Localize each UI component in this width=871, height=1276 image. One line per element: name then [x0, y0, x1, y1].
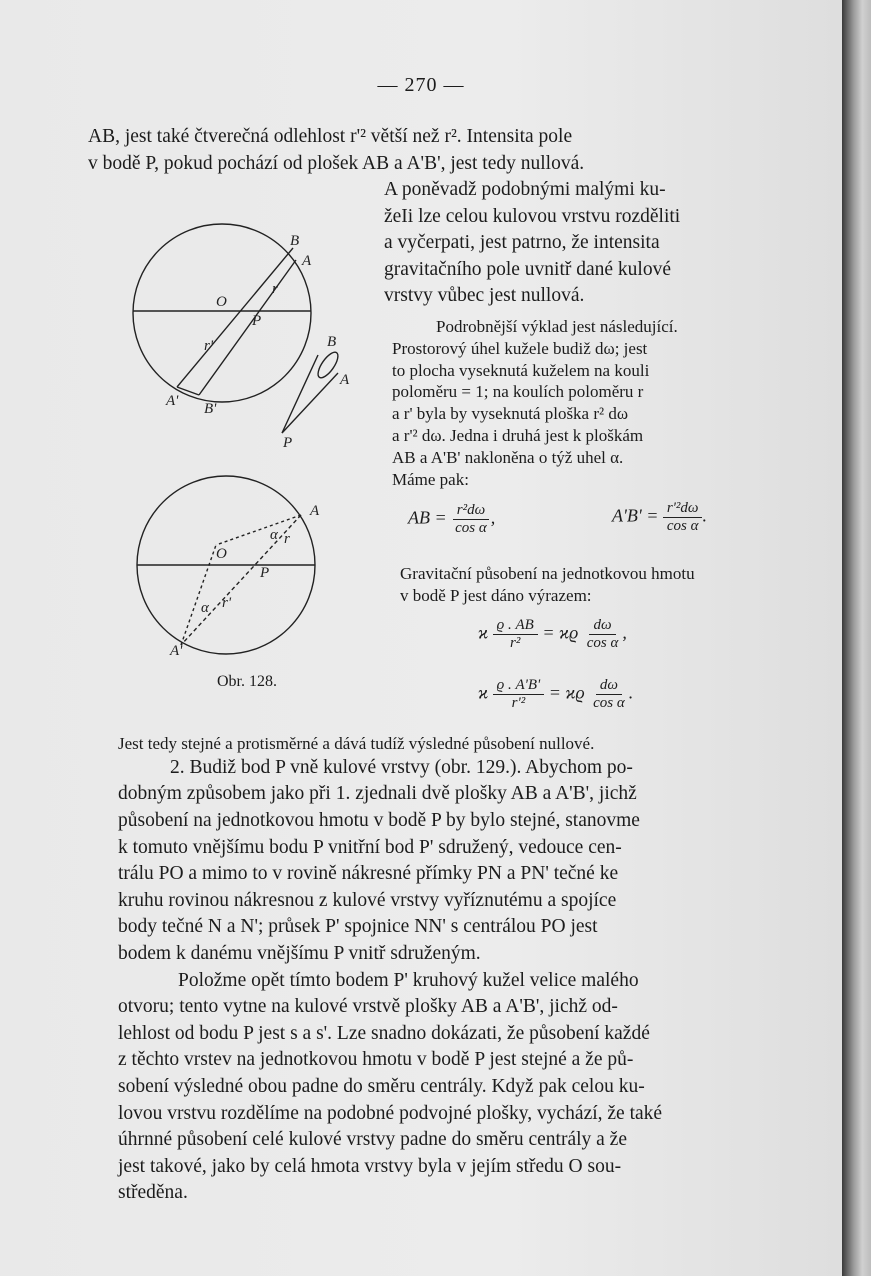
text-line: sobení výsledné obou padne do směru centrály. Když pak celou ku-: [118, 1075, 645, 1097]
text-line: AB, jest také čtverečná odlehlost r'² větší než r². Intensita pole: [88, 126, 573, 147]
dashed-chord: [181, 515, 301, 645]
fraction-denominator: cos α: [593, 695, 625, 711]
text-line: vrstvy vůbec jest nullová.: [384, 285, 585, 306]
label-alpha: α: [201, 600, 209, 616]
bottom-figure-labels: [169, 503, 320, 659]
equation-a-prime-b-prime: [612, 500, 707, 535]
text-line: a r'² dω. Jedna i druhá jest k ploškám: [392, 425, 644, 445]
equation-force-ab: [478, 617, 627, 652]
fraction: [493, 617, 538, 652]
fraction-numerator: dω: [596, 677, 622, 695]
text-line: úhrnné působení celé kulové vrstvy padne do směru centrály a že: [118, 1129, 627, 1151]
chord-a-a-prime: [199, 260, 296, 395]
right-paragraph-2: [392, 316, 764, 490]
text-line: Podrobnější výklad jest následující.: [436, 317, 678, 336]
label-r: r: [272, 281, 278, 297]
eq-terminator: .: [628, 682, 634, 703]
eq-equals: = ϰϱ: [548, 682, 585, 703]
label-r-prime: r': [222, 595, 232, 611]
text-line: v bodě P, pokud pochází od plošek AB a A'B', jest tedy nullová.: [88, 152, 585, 174]
top-circle: [133, 224, 311, 402]
fraction-numerator: r²dω: [453, 502, 489, 520]
fraction: [663, 500, 703, 535]
bottom-text: [118, 733, 776, 1207]
gravitation-text: [400, 563, 772, 607]
eq-equals: = ϰϱ: [542, 622, 579, 643]
right-paragraph-1: [384, 177, 764, 310]
fraction-numerator: r'²dω: [663, 500, 703, 518]
fraction-denominator: cos α: [666, 518, 699, 534]
eq-terminator: ,: [622, 622, 627, 643]
equation-ab: [408, 502, 495, 537]
label-o: O: [216, 294, 227, 310]
cone-base: [314, 349, 341, 380]
eq-lhs: A'B' =: [612, 505, 659, 526]
eq-separator: ,: [490, 507, 496, 528]
chord-b-b-prime: [177, 248, 293, 387]
text-line: otvoru; tento vytne na kulové vrstvě plošky AB a A'B', jichž od-: [118, 996, 618, 1018]
label-a-prime: A': [170, 643, 183, 659]
cone-label-p: P: [283, 435, 293, 451]
text-line: AB a A'B' nakloněna o týž uhel α.: [392, 447, 624, 467]
text-line: a vyčerpati, jest patrno, že intensita: [384, 232, 660, 253]
label-p: P: [252, 313, 262, 329]
fraction-denominator: r²: [510, 635, 521, 651]
fraction-denominator: cos α: [586, 635, 619, 651]
fraction-numerator: ϱ . AB: [493, 617, 538, 635]
cone-label-b: B: [327, 334, 337, 350]
fraction-denominator: cos α: [455, 520, 487, 536]
top-paragraph: [88, 124, 760, 177]
eq-kappa: ϰ: [478, 622, 489, 643]
fraction-numerator: dω: [589, 617, 615, 635]
eq-lhs: AB =: [408, 507, 447, 528]
text-line: bodem k danému vnějšímu P vnitř sdruženým.: [118, 942, 481, 964]
text-line: lovou vrstvu rozdělíme na podobné podvojné plošky, vychází, že také: [118, 1102, 663, 1124]
fraction-denominator: r'²: [511, 695, 526, 711]
figure-128-svg: [120, 215, 365, 675]
fraction-numerator: ϱ . A'B': [493, 677, 545, 695]
text-line: A poněvadž podobnými malými ku-: [384, 179, 666, 200]
text-line: Jest tedy stejné a protisměrné a dává tudíž výsledné působení nullové.: [118, 734, 595, 753]
figure-128: [120, 215, 365, 680]
text-line: k tomuto vnějšímu bodu P vnitřní bod P' sdružený, vedouce cen-: [118, 836, 622, 858]
text-line: Máme pak:: [392, 469, 469, 489]
text-line: gravitačního pole uvnitř dané kulové: [384, 258, 671, 280]
text-line: poloměru = 1; na koulích poloměru r: [392, 382, 644, 402]
label-alpha: α: [270, 527, 278, 543]
text-line: a r' byla by vyseknutá ploška r² dω: [392, 404, 629, 424]
text-line: jest takové, jako by celá hmota vrstvy byla v jejím středu O sou-: [118, 1155, 622, 1177]
text-line: lehlost od bodu P jest s a s'. Lze snadno dokázati, že působení každé: [118, 1022, 650, 1044]
text-line: žeIi lze celou kulovou vrstvu rozděliti: [384, 205, 681, 227]
fraction: [583, 617, 623, 652]
text-line: kruhu rovinou nákresnou z kulové vrstvy vyříznutému a spojíce: [118, 889, 617, 911]
eq-terminator: .: [702, 505, 707, 526]
fraction: [589, 677, 629, 712]
page-edge: [842, 0, 871, 1276]
label-o: O: [216, 546, 227, 562]
label-a: A: [302, 253, 312, 269]
dashed-radius-2: [181, 545, 216, 645]
text-line: Gravitační působení na jednotkovou hmotu: [400, 564, 695, 583]
text-line: v bodě P jest dáno výrazem:: [400, 585, 592, 605]
fraction: [493, 677, 545, 712]
label-a-prime: A': [166, 393, 179, 409]
label-p: P: [260, 565, 270, 581]
equation-force-a-prime-b-prime: [478, 677, 633, 712]
text-line: Položme opět tímto bodem P' kruhový kužel velice malého: [178, 969, 639, 991]
label-b-prime: B': [204, 401, 217, 417]
top-figure-labels: [165, 233, 312, 417]
cone-labels: [282, 334, 350, 451]
label-a: A: [310, 503, 320, 519]
label-b: B: [290, 233, 300, 249]
label-r-prime: r': [204, 338, 214, 354]
cone-label-a: A: [340, 372, 350, 388]
text-line: to plocha vyseknutá kuželem na kouli: [392, 360, 650, 380]
text-line: Prostorový úhel kužele budiž dω; jest: [392, 338, 648, 358]
text-line: středěna.: [118, 1182, 188, 1204]
label-r: r: [284, 531, 290, 547]
text-line: z těchto vrstev na jednotkovou hmotu v bodě P jest stejné a že pů-: [118, 1049, 634, 1071]
eq-kappa: ϰ: [478, 682, 489, 703]
text-line: trálu PO a mimo to v rovině nákresné přímky PN a PN' tečné ke: [118, 863, 619, 885]
text-line: 2. Budiž bod P vně kulové vrstvy (obr. 129.). Abychom po-: [170, 756, 633, 778]
page-number: — 270 —: [377, 74, 465, 96]
text-line: působení na jednotkovou hmotu v bodě P by bylo stejné, stanovme: [118, 809, 640, 831]
fraction: [451, 502, 491, 537]
figure-caption: Obr. 128.: [217, 673, 277, 690]
text-line: body tečné N a N'; průsek P' spojnice NN' s centrálou PO jest: [118, 916, 598, 938]
cone-edge-1: [282, 355, 318, 433]
cone-edge-2: [282, 373, 338, 433]
text-line: dobným způsobem jako při 1. zjednali dvě plošky AB a A'B', jichž: [118, 783, 637, 805]
